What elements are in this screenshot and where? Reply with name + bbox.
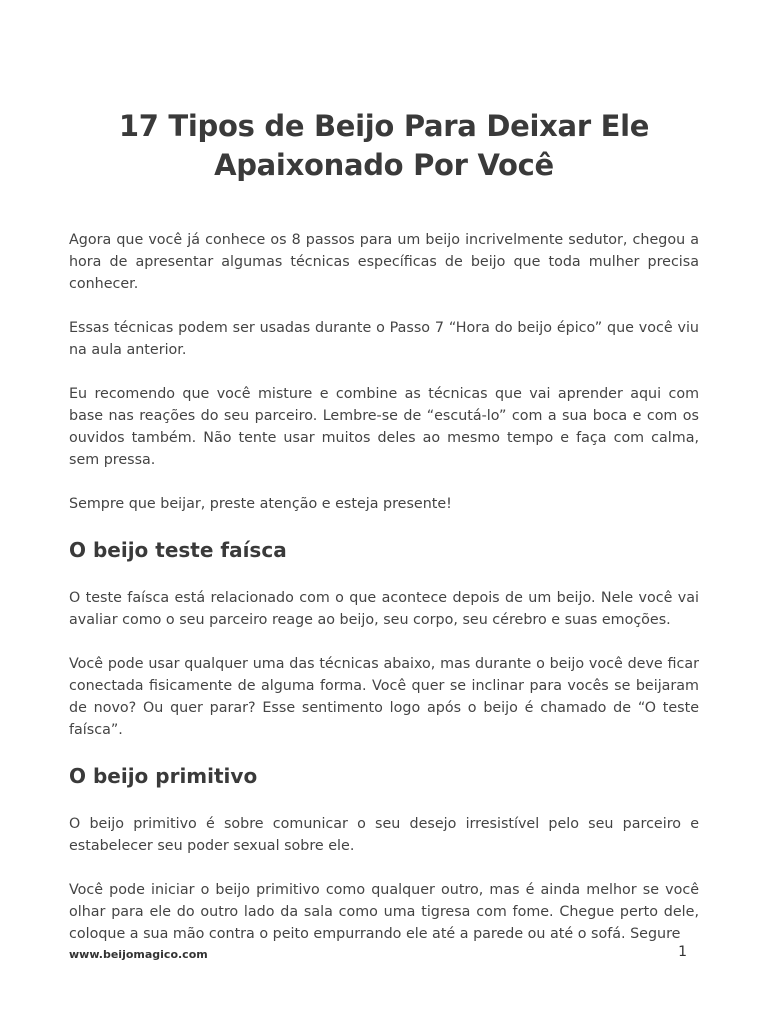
heading-beijo-teste-faisca: O beijo teste faísca (69, 538, 287, 562)
page-number: 1 (678, 944, 687, 960)
paragraph-intro: Agora que você já conhece os 8 passos para um beijo incrivelmente sedutor, chegou a hora de apresentar algumas técnicas específicas de beijo que toda mulher precisa conhecer. (69, 232, 699, 292)
paragraph-primitivo-2: Você pode iniciar o beijo primitivo como qualquer outro, mas é ainda melhor se você olhar para ele do outro lado da sala como uma tigresa com fome. Chegue perto dele, coloque a sua mão contra o peito empurrando ele até a parede ou até o sofá. Segure (69, 882, 699, 942)
paragraph-recommendation: Eu recomendo que você misture e combine as técnicas que vai aprender aqui com base nas reações do seu parceiro. Lembre-se de “escutá-lo” com a sua boca e com os ouvidos também. Não tente usar muitos deles ao mesmo tempo e faça com calma, sem pressa. (69, 386, 699, 468)
paragraph-techniques: Essas técnicas podem ser usadas durante o Passo 7 “Hora do beijo épico” que você viu na aula anterior. (69, 320, 699, 358)
paragraph-faisca-1: O teste faísca está relacionado com o que acontece depois de um beijo. Nele você vai avaliar como o seu parceiro reage ao beijo, seu corpo, seu cérebro e suas emoções. (69, 590, 699, 628)
title-line-1: 17 Tipos de Beijo Para Deixar Ele (118, 109, 650, 143)
footer-website: www.beijomagico.com (69, 948, 208, 961)
document-body (69, 229, 699, 967)
title-line-2: Apaixonado Por Você (214, 148, 554, 182)
paragraph-faisca-2: Você pode usar qualquer uma das técnicas abaixo, mas durante o beijo você deve ficar conectada fisicamente de alguma forma. Você quer se inclinar para vocês se beijaram de novo? Ou quer parar? Esse sentimento logo após o beijo é chamado de “O teste faísca”. (69, 656, 699, 738)
heading-beijo-primitivo: O beijo primitivo (69, 764, 258, 788)
page-title (69, 107, 699, 185)
paragraph-primitivo-1: O beijo primitivo é sobre comunicar o seu desejo irresistível pelo seu parceiro e estabelecer seu poder sexual sobre ele. (69, 816, 699, 854)
paragraph-attention: Sempre que beijar, preste atenção e esteja presente! (69, 496, 452, 512)
